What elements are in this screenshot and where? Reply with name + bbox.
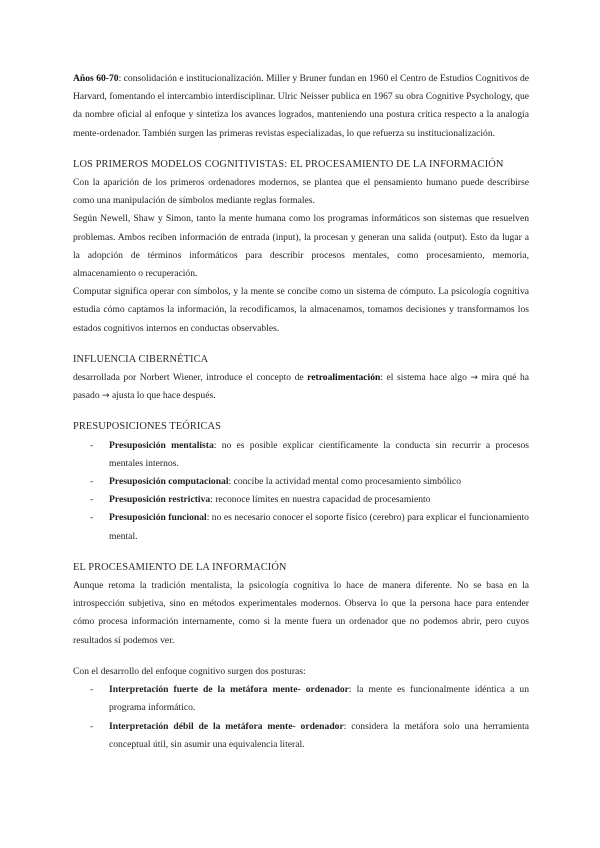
procesamiento-p2: Con el desarrollo del enfoque cognitivo surgen dos posturas: [73, 665, 306, 677]
item-bold: Presuposición mentalista [109, 439, 214, 451]
intro-text: : consolidación e institucionalización. Miller y Bruner fundan en 1960 el Centro de Estudios Cognitivos de Harvard, fomentando el intercambio interdisciplinar. Ulric Neisser publica en 1967 su obra Cognitive Psychology, que da nombre oficial al enfoque y sintetiza los avances logrados, manteniendo una postura crítica respecto a la analogía mente-ordenador. También surgen las primeras revistas especializadas, lo que refuerza su institucionalización. [73, 73, 530, 139]
arrow-right-icon: → [470, 373, 478, 384]
dash-bullet: - [90, 476, 94, 488]
cibernetica-bold: retroalimentación [307, 372, 381, 384]
procesamiento-p1: Aunque retoma la tradición mentalista, la psicología cognitiva lo hace de manera diferente. No se basa en la introspección subjetiva, sino en métodos experimentales modernos. Observa lo que la persona hace para entender cómo procesa información internamente, como si la mente fuera un ordenador que no podemos abrir, pero cuyos resultados sí podemos ver. [73, 580, 529, 646]
list-item [73, 491, 529, 509]
item-text: : considera la metáfora solo una herramienta conceptual útil, sin asumir una equivalencia literal. [109, 720, 529, 750]
heading-presuposiciones: PRESUPOSICIONES TEÓRICAS [73, 421, 221, 433]
item-text: : reconoce límites en nuestra capacidad de procesamiento [210, 494, 431, 506]
item-bold: Interpretación fuerte de la metáfora mente- ordenador [109, 684, 349, 696]
item-text: : no es posible explicar científicamente la conducta sin recurrir a procesos mentales internos. [109, 439, 529, 469]
intro-paragraph [73, 70, 529, 143]
document-page [73, 70, 529, 754]
list-item [73, 718, 529, 754]
cibernetica-mid: mira qué ha pasado [73, 372, 529, 402]
modelos-p2: Según Newell, Shaw y Simon, tanto la mente humana como los programas informáticos son sistemas que resuelven problemas. Ambos reciben información de entrada (input), la procesan y generan una salida (output). Esto da lugar a la adopción de términos informáticos para describir procesos mentales, como procesamiento, memoria, almacenamiento o recuperación. [73, 213, 529, 280]
heading-modelos: LOS PRIMEROS MODELOS COGNITIVISTAS: EL PROCESAMIENTO DE LA INFORMACIÓN [73, 158, 504, 170]
dash-bullet: - [90, 512, 94, 524]
list-item [73, 509, 529, 545]
cibernetica-post1: : el sistema hace algo [380, 372, 471, 384]
presuposiciones-list [73, 437, 529, 546]
cibernetica-paragraph [73, 369, 529, 405]
item-text: : no es necesario conocer el soporte físico (cerebro) para explicar el funcionamiento mental. [109, 512, 529, 542]
heading-cibernetica: INFLUENCIA CIBERNÉTICA [73, 353, 209, 365]
list-item [73, 681, 529, 717]
list-item [73, 437, 529, 473]
item-bold: Interpretación débil de la metáfora mente- ordenador [109, 720, 344, 732]
dash-bullet: - [90, 494, 94, 506]
arrow-right-icon: → [102, 391, 110, 402]
cibernetica-pre: desarrollada por Norbert Wiener, introduce el concepto de [73, 372, 308, 384]
modelos-p3: Computar significa operar con símbolos, y la mente se concibe como un sistema de cómputo. La psicología cognitiva estudia cómo captamos la información, la recodificamos, la almacenamos, tomamos decisiones y transformamos los estados cognitivos internos en conductas observables. [73, 286, 529, 334]
list-item [73, 473, 529, 491]
dash-bullet: - [90, 684, 94, 696]
intro-lead: Años 60-70 [73, 73, 119, 84]
item-bold: Presuposición funcional [109, 512, 207, 524]
modelos-p1: Con la aparición de los primeros ordenadores modernos, se plantea que el pensamiento humano puede describirse como una manipulación de símbolos mediante reglas formales. [73, 177, 529, 207]
item-bold: Presuposición computacional [109, 476, 229, 488]
item-text: : la mente es funcionalmente idéntica a un programa informático. [109, 684, 529, 714]
heading-procesamiento: EL PROCESAMIENTO DE LA INFORMACIÓN [73, 561, 287, 573]
posturas-list [73, 681, 529, 754]
dash-bullet: - [90, 439, 94, 451]
item-text: : concibe la actividad mental como procesamiento simbólico [228, 476, 462, 488]
cibernetica-post2: ajusta lo que hace después. [109, 390, 216, 402]
dash-bullet: - [90, 720, 94, 732]
item-bold: Presuposición restrictiva [109, 494, 211, 506]
